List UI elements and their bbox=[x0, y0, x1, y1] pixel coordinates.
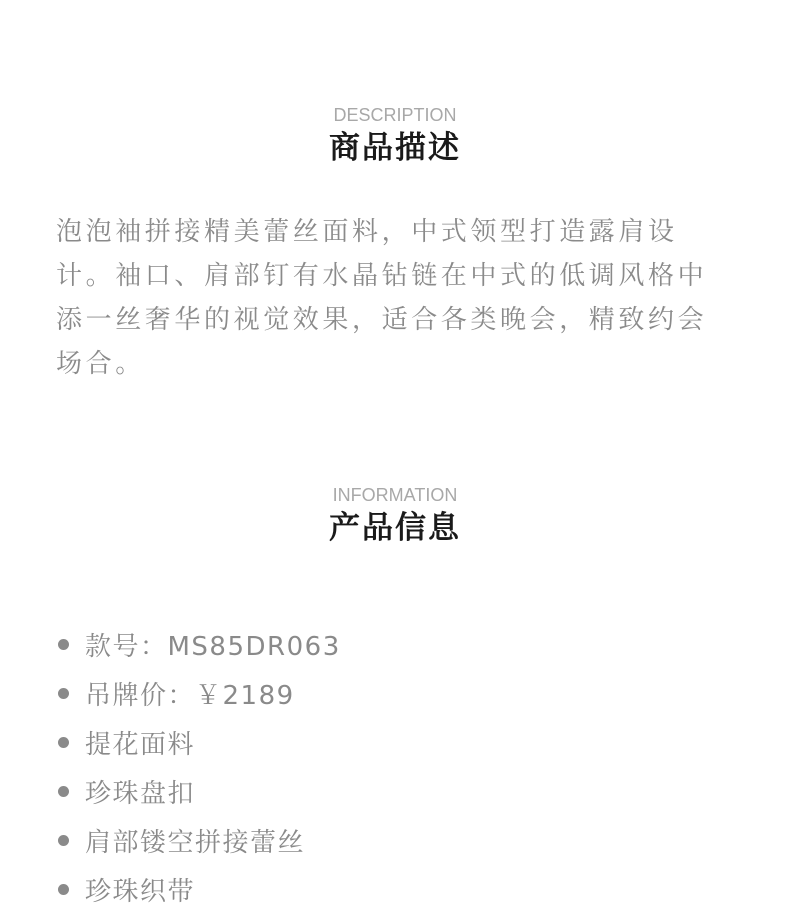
bullet-dot-icon bbox=[58, 737, 69, 748]
bullet-dot-icon bbox=[58, 688, 69, 699]
product-info-list bbox=[58, 620, 341, 914]
info-item-ribbon bbox=[58, 865, 341, 914]
description-eyebrow: DESCRIPTION bbox=[333, 105, 457, 125]
info-item-text: 珍珠盘扣 bbox=[85, 779, 196, 809]
bullet-dot-icon bbox=[58, 835, 69, 846]
bullet-dot-icon bbox=[58, 884, 69, 895]
description-section-header bbox=[0, 104, 790, 168]
info-item-buttons bbox=[58, 767, 341, 816]
bullet-dot-icon bbox=[58, 639, 69, 650]
info-item-text: 珍珠织带 bbox=[85, 877, 196, 907]
info-item-text: 肩部镂空拼接蕾丝 bbox=[85, 828, 306, 858]
info-item-shoulder bbox=[58, 816, 341, 865]
info-item-fabric bbox=[58, 718, 341, 767]
info-item-text: 提花面料 bbox=[85, 730, 196, 760]
description-text: 泡泡袖拼接精美蕾丝面料，中式领型打造露肩设计。袖口、肩部钉有水晶钻链在中式的低调风格中添一丝奢华的视觉效果，适合各类晚会，精致约会场合。 bbox=[56, 217, 708, 379]
info-item-tag-price bbox=[58, 669, 341, 718]
info-item-text: 款号：MS85DR063 bbox=[85, 632, 341, 662]
info-item-text: 吊牌价：￥2189 bbox=[85, 681, 295, 711]
description-title: 商品描述 bbox=[329, 130, 461, 166]
info-item-style-number bbox=[58, 620, 341, 669]
information-section-header bbox=[0, 484, 790, 548]
information-eyebrow: INFORMATION bbox=[332, 485, 458, 505]
bullet-dot-icon bbox=[58, 786, 69, 797]
information-title: 产品信息 bbox=[329, 510, 461, 546]
